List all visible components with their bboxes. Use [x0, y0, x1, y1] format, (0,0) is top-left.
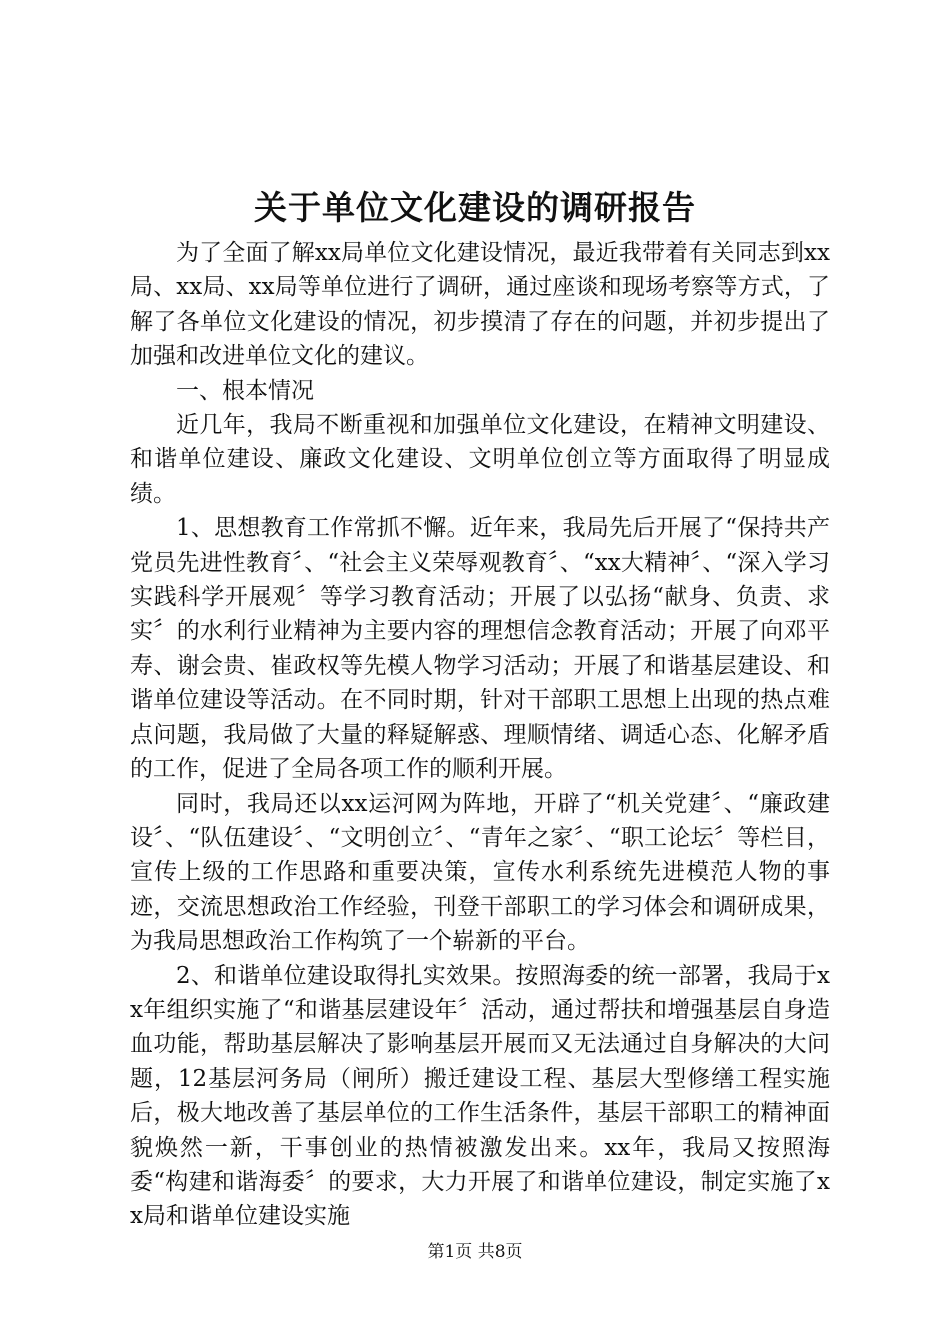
document-title: 关于单位文化建设的调研报告	[254, 188, 696, 227]
paragraph-intro: 为了全面了解xx局单位文化建设情况，最近我带着有关同志到xx局、xx局、xx局等单位进行了调研，通过座谈和现场考察等方式，了解了各单位文化建设的情况，初步摸清了存在的问题，并初步提出了加强和改进单位文化的建议。	[130, 240, 830, 370]
page-number-footer: 第1页 共8页	[427, 1242, 523, 1262]
document-body	[130, 236, 830, 1234]
paragraph-harmonious-unit: 2、和谐单位建设取得扎实效果。按照海委的统一部署，我局于xx年组织实施了“和谐基层建设年〞活动，通过帮扶和增强基层自身造血功能，帮助基层解决了影响基层开展而又无法通过自身解决的大问题，12基层河务局（闸所）搬迁建设工程、基层大型修缮工程实施后，极大地改善了基层单位的工作生活条件，基层干部职工的精神面貌焕然一新，干事创业的热情被激发出来。xx年，我局又按照海委“构建和谐海委〞的要求，大力开展了和谐单位建设，制定实施了xx局和谐单位建设实施	[130, 962, 830, 1230]
paragraph-overview: 近几年，我局不断重视和加强单位文化建设，在精神文明建设、和谐单位建设、廉政文化建设、文明单位创立等方面取得了明显成绩。	[130, 412, 830, 507]
section-heading-basic-situation: 一、根本情况	[176, 377, 314, 404]
paragraph-ideological-education: 1、思想教育工作常抓不懈。近年来，我局先后开展了“保持共产党员先进性教育〞、“社会主义荣辱观教育〞、“xx大精神〞、“深入学习实践科学开展观〞等学习教育活动；开展了以弘扬“献身、负责、求实〞的水利行业精神为主要内容的理想信念教育活动；开展了向邓平寿、谢会贵、崔政权等先模人物学习活动；开展了和谐基层建设、和谐单位建设等活动。在不同时期，针对干部职工思想上出现的热点难点问题，我局做了大量的释疑解惑、理顺情绪、调适心态、化解矛盾的工作，促进了全局各项工作的顺利开展。	[130, 515, 830, 783]
paragraph-website-platform: 同时，我局还以xx运河网为阵地，开辟了“机关党建〞、“廉政建设〞、“队伍建设〞、“文明创立〞、“青年之家〞、“职工论坛〞等栏目，宣传上级的工作思路和重要决策，宣传水利系统先进模范人物的事迹，交流思想政治工作经验，刊登干部职工的学习体会和调研成果，为我局思想政治工作构筑了一个崭新的平台。	[130, 790, 830, 955]
